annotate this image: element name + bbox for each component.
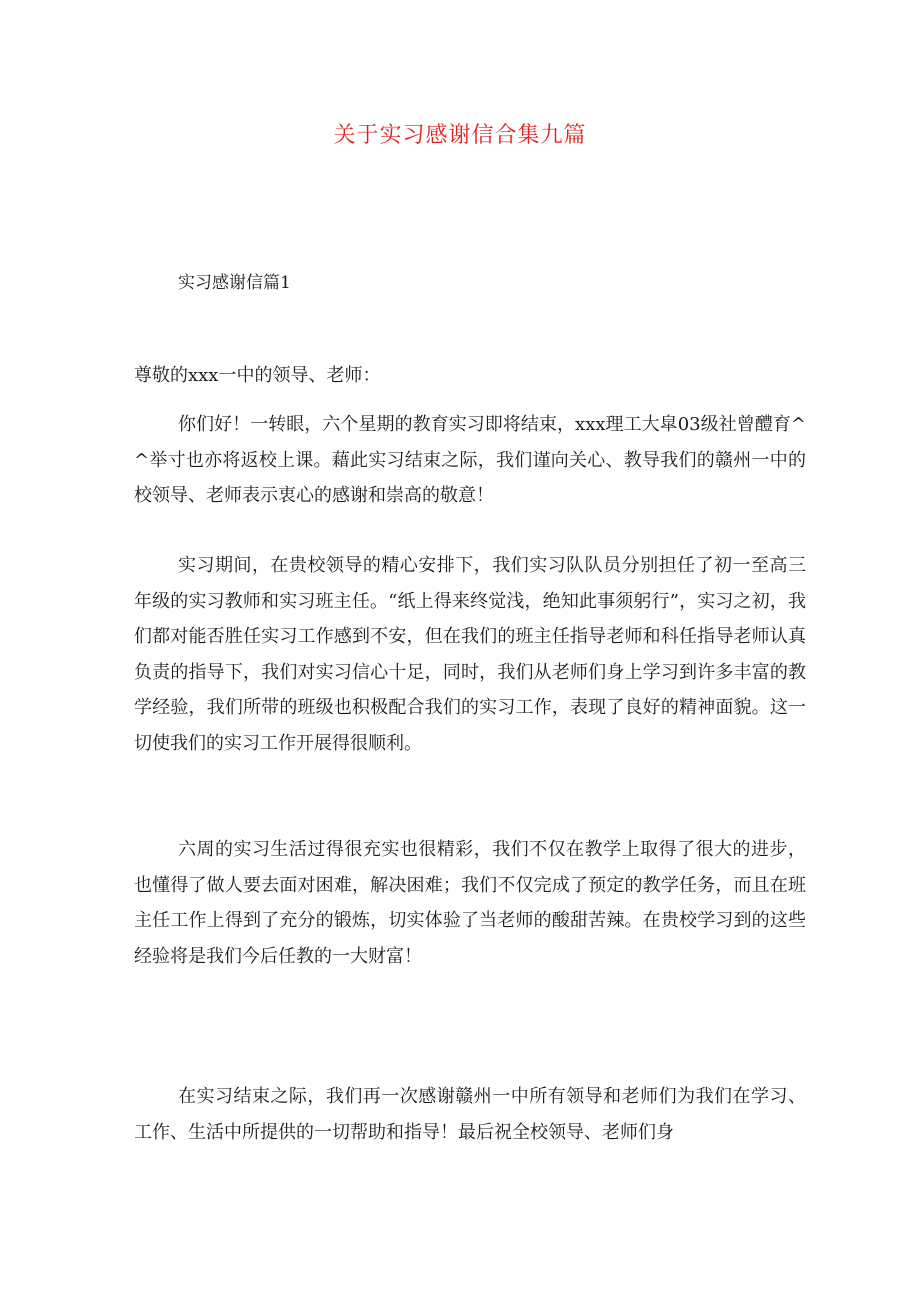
document-title: 关于实习感谢信合集九篇 <box>333 123 587 148</box>
paragraph-4: 在实习结束之际，我们再一次感谢赣州一中所有领导和老师们为我们在学习、工作、生活中所提供的一切帮助和指导！最后祝全校领导、老师们身 <box>134 1086 806 1143</box>
paragraph-2: 实习期间，在贵校领导的精心安排下，我们实习队队员分别担任了初一至高三年级的实习教师和实习班主任。“纸上得来终觉浅，绝知此事须躬行”，实习之初，我们都对能否胜任实习工作感到不安，但在我们的班主任指导老师和科任指导老师认真负责的指导下，我们对实习信心十足，同时，我们从老师们身上学习到许多丰富的教学经验，我们所带的班级也积极配合我们的实习工作，表现了良好的精神面貌。这一切使我们的实习工作开展得很顺利。 <box>134 555 806 754</box>
paragraph-1: 你们好！一转眼，六个星期的教育实习即将结束，xxx理工大皐03级社曾醴育^^举寸也亦将返校上课。藉此实习结束之际，我们谨向关心、教导我们的赣州一中的校领导、老师表示衷心的感谢和崇高的敬意！ <box>134 414 806 506</box>
salutation: 尊敬的xxx一中的领导、老师： <box>134 365 381 386</box>
section-heading: 实习感谢信篇1 <box>178 273 291 293</box>
paragraph-3: 六周的实习生活过得很充实也很精彩，我们不仅在教学上取得了很大的进步，也懂得了做人要去面对困难，解决困难；我们不仅完成了预定的教学任务，而且在班主任工作上得到了充分的锻炼，切实体验了当老师的酸甜苦辣。在贵校学习到的这些经验将是我们今后任教的一大财富！ <box>134 839 806 967</box>
